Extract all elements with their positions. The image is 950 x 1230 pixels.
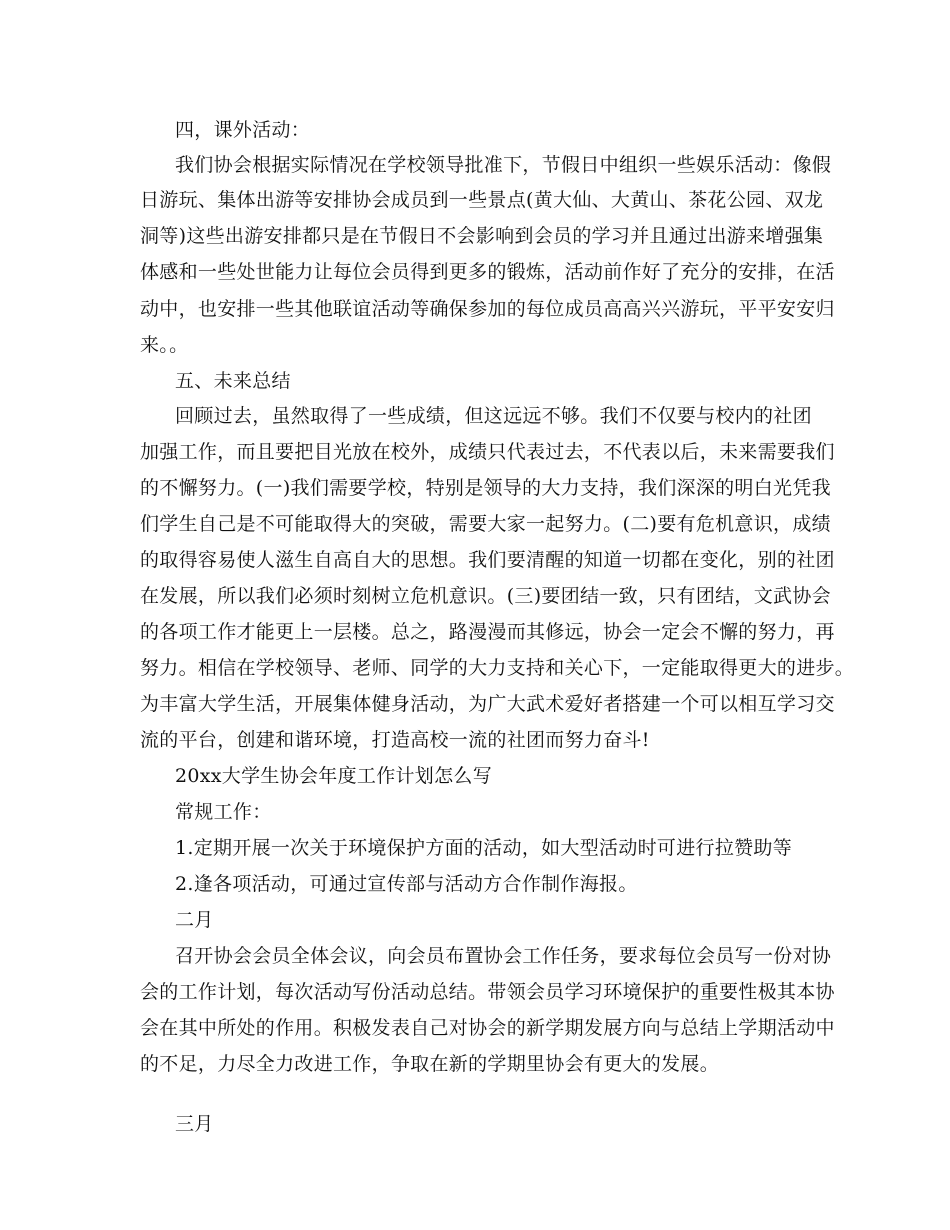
- paragraph-line: 的不懈努力。(一)我们需要学校，特别是领导的大力支持，我们深深的明白光凭我: [140, 477, 831, 499]
- paragraph-line: 洞等)这些出游安排都只是在节假日不会影响到会员的学习并且通过出游来增强集: [140, 225, 824, 247]
- section-heading-future-summary: 五、未来总结: [175, 370, 291, 392]
- paragraph-line: 会在其中所处的作用。积极发表自己对协会的新学期发展方向与总结上学期活动中: [140, 1017, 835, 1039]
- paragraph-line: 加强工作，而且要把目光放在校外，成绩只代表过去，不代表以后，未来需要我们: [140, 441, 835, 463]
- paragraph-line: 们学生自己是不可能取得大的突破，需要大家一起努力。(二)要有危机意识，成绩: [140, 513, 831, 535]
- paragraph-line: 的各项工作才能更上一层楼。总之，路漫漫而其修远，协会一定会不懈的努力，再: [140, 621, 835, 643]
- paragraph-line: 回顾过去，虽然取得了一些成绩，但这远远不够。我们不仅要与校内的社团: [175, 405, 812, 427]
- paragraph-line: 努力。相信在学校领导、老师、同学的大力支持和关心下，一定能取得更大的进步。: [140, 657, 855, 679]
- list-item: 1.定期开展一次关于环境保护方面的活动，如大型活动时可进行拉赞助等: [175, 837, 793, 859]
- paragraph-line: 为丰富大学生活，开展集体健身活动，为广大武术爱好者搭建一个可以相互学习交: [140, 693, 835, 715]
- paragraph-line: 召开协会会员全体会议，向会员布置协会工作任务，要求每位会员写一份对协: [175, 945, 832, 967]
- paragraph-line: 我们协会根据实际情况在学校领导批准下，节假日中组织一些娱乐活动：像假: [175, 154, 832, 176]
- paragraph-line: 在发展，所以我们必须时刻树立危机意识。(三)要团结一致，只有团结，文武协会: [140, 585, 831, 607]
- section-heading-march: 三月: [175, 1113, 214, 1135]
- paragraph-line: 流的平台，创建和谐环境，打造高校一流的社团而努力奋斗!: [140, 729, 650, 751]
- paragraph-line: 会的工作计划，每次活动写份活动总结。带领会员学习环境保护的重要性极其本协: [140, 981, 835, 1003]
- paragraph-line: 来。。: [140, 334, 189, 356]
- paragraph-line: 动中，也安排一些其他联谊活动等确保参加的每位成员高高兴兴游玩，平平安安归: [140, 298, 835, 320]
- paragraph-line: 的不足，力尽全力改进工作，争取在新的学期里协会有更大的发展。: [140, 1053, 720, 1075]
- paragraph-line: 的取得容易使人滋生自高自大的思想。我们要清醒的知道一切都在变化，别的社团: [140, 549, 835, 571]
- paragraph-line: 日游玩、集体出游等安排协会成员到一些景点(黄大仙、大黄山、茶花公园、双龙: [140, 189, 824, 211]
- list-item: 2.逢各项活动，可通过宣传部与活动方合作制作海报。: [175, 873, 638, 895]
- section-heading-february: 二月: [175, 909, 214, 931]
- plan-title: 20xx大学生协会年度工作计划怎么写: [175, 765, 493, 787]
- section-heading-routine-work: 常规工作：: [175, 801, 272, 823]
- section-heading-extracurricular: 四，课外活动：: [175, 119, 311, 141]
- paragraph-line: 体感和一些处世能力让每位会员得到更多的锻炼，活动前作好了充分的安排，在活: [140, 261, 835, 283]
